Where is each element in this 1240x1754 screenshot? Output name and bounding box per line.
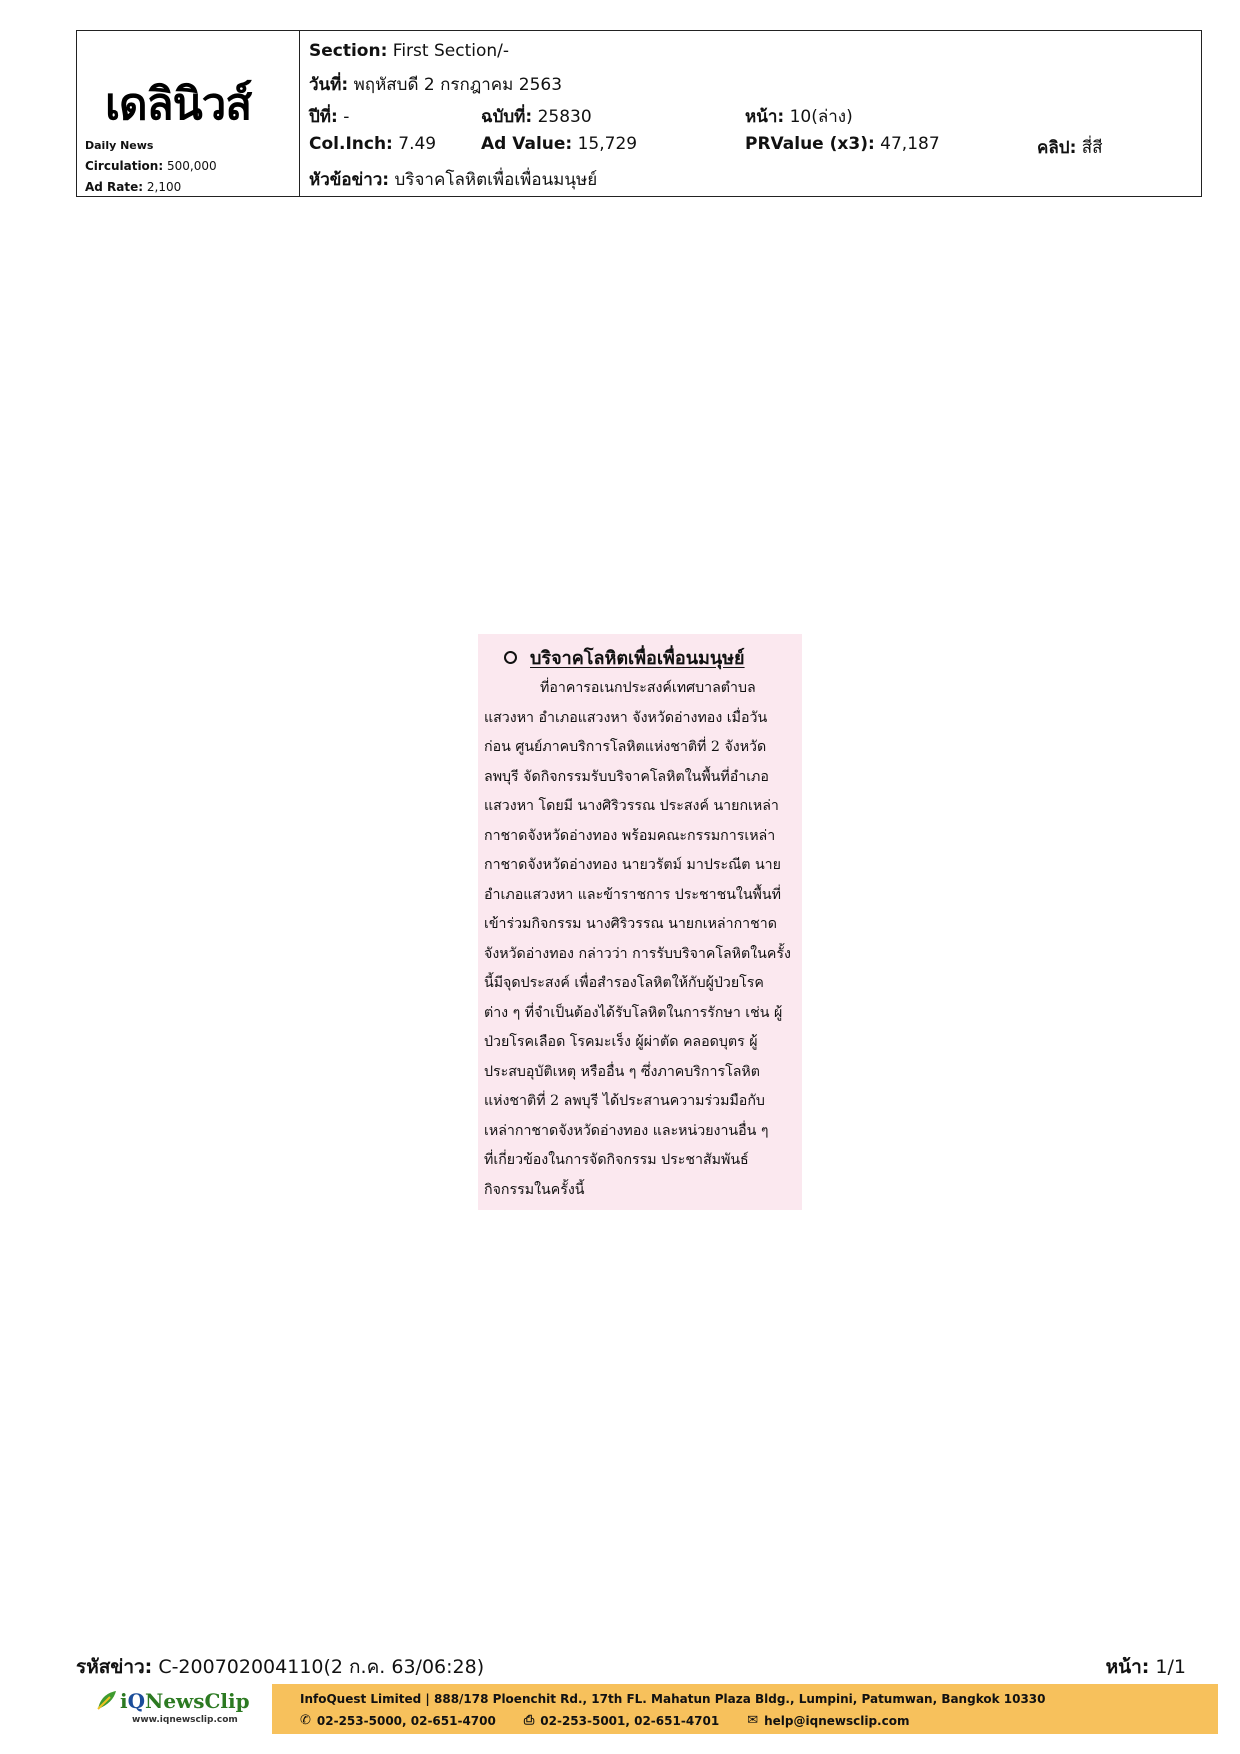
body-line: แสวงหา โดยมี นางศิริวรรณ ประสงค์ นายกเหล่า [484,798,779,814]
pr-value-field: PRValue (x3): 47,187 [745,134,940,154]
publication-name: Daily News [85,139,154,152]
body-line: แสวงหา อำเภอแสวงหา จังหวัดอ่างทอง เมื่อวัน [484,709,768,726]
news-code: รหัสข่าว: C-200702004110(2 ก.ค. 63/06:28) [76,1656,485,1678]
ad-value-field: Ad Value: 15,729 [481,134,638,154]
page-number: หน้า: 1/1 [1105,1656,1186,1678]
body-line: เข้าร่วมกิจกรรม นางศิริวรรณ นายกเหล่ากาชาด [484,916,777,932]
phone-numbers: 02-253-5000, 02-651-4700 [316,1713,496,1728]
fax-numbers: 02-253-5001, 02-651-4701 [540,1713,720,1728]
body-line: กาชาดจังหวัดอ่างทอง นายวรัตม์ มาประณีต นาย [484,857,781,873]
email-address: help@iqnewsclip.com [764,1713,910,1728]
publication-panel [77,31,300,196]
date-field: วันที่: พฤหัสบดี 2 กรกฎาคม 2563 [309,75,563,95]
body-line: ลพบุรี จัดกิจกรรมรับบริจาคโลหิตในพื้นที่อำเภอ [484,768,769,785]
section-field: Section: First Section/- [309,41,509,61]
clipping-body [484,674,798,1205]
leaf-icon [96,1689,118,1711]
printer-icon: ⎙ [523,1713,535,1728]
newspaper-logo: เดลินิวส์ [105,79,252,130]
body-line: กิจกรรมในครั้งนี้ [484,1181,585,1198]
footer-contact-bar [272,1684,1218,1734]
contact-line [300,1713,937,1728]
circulation: Circulation: 500,000 [85,159,217,173]
clip-color-field: คลิป: สี่สี [1037,138,1103,158]
brand-url: www.iqnewsclip.com [132,1715,238,1725]
clipping-headline-row [504,644,745,670]
news-clipping [478,634,802,1210]
body-line: อำเภอแสวงหา และข้าราชการ ประชาชนในพื้นที่ [484,886,781,903]
phone-icon: ✆ [300,1713,311,1728]
body-line: ที่เกี่ยวข้องในการจัดกิจกรรม ประชาสัมพันธ์ [484,1152,749,1168]
body-line: ที่อาคารอเนกประสงค์เทศบาลตำบล [540,680,756,696]
body-line: ป่วยโรคเลือด โรคมะเร็ง ผู้ผ่าตัด คลอดบุตร ผู้ [484,1034,758,1050]
body-line: ประสบอุบัติเหตุ หรืออื่น ๆ ซึ่งภาคบริการโลหิต [484,1063,760,1080]
bullet-circle-icon [504,651,517,664]
clipping-headline: บริจาคโลหิตเพื่อเพื่อนมนุษย์ [530,647,745,669]
body-line: แห่งชาติที่ 2 ลพบุรี ได้ประสานความร่วมมือกับ [484,1093,765,1109]
page-field: หน้า: 10(ล่าง) [745,107,853,127]
body-line: นี้มีจุดประสงค์ เพื่อสำรองโลหิตให้กับผู้ป่วยโรค [484,975,764,991]
body-line: กาชาดจังหวัดอ่างทอง พร้อมคณะกรรมการเหล่า [484,827,776,844]
col-inch-field: Col.Inch: 7.49 [309,134,437,154]
clip-info-header [76,30,1202,197]
body-line: ก่อน ศูนย์ภาคบริการโลหิตแห่งชาติที่ 2 จังหวัด [484,739,767,755]
iqnewsclip-logo: iQNewsClip www.iqnewsclip.com [98,1689,258,1733]
body-line: ต่าง ๆ ที่จำเป็นต้องได้รับโลหิตในการรักษา เช่น ผู้ [484,1004,783,1021]
ad-rate: Ad Rate: 2,100 [85,180,182,194]
issue-field: ฉบับที่: 25830 [481,107,592,127]
body-line: จังหวัดอ่างทอง กล่าวว่า การรับบริจาคโลหิตในครั้ง [484,945,791,962]
body-line: เหล่ากาชาดจังหวัดอ่างทอง และหน่วยงานอื่น ๆ [484,1122,769,1139]
company-address: InfoQuest Limited | 888/178 Ploenchit Rd., 17th FL. Mahatun Plaza Bldg., Lumpini, Patumwan, Bangkok 10330 [300,1692,1046,1706]
envelope-icon: ✉ [747,1713,759,1728]
headline-field: หัวข้อข่าว: บริจาคโลหิตเพื่อเพื่อนมนุษย์ [309,170,598,190]
year-field: ปีที่: - [309,107,350,127]
